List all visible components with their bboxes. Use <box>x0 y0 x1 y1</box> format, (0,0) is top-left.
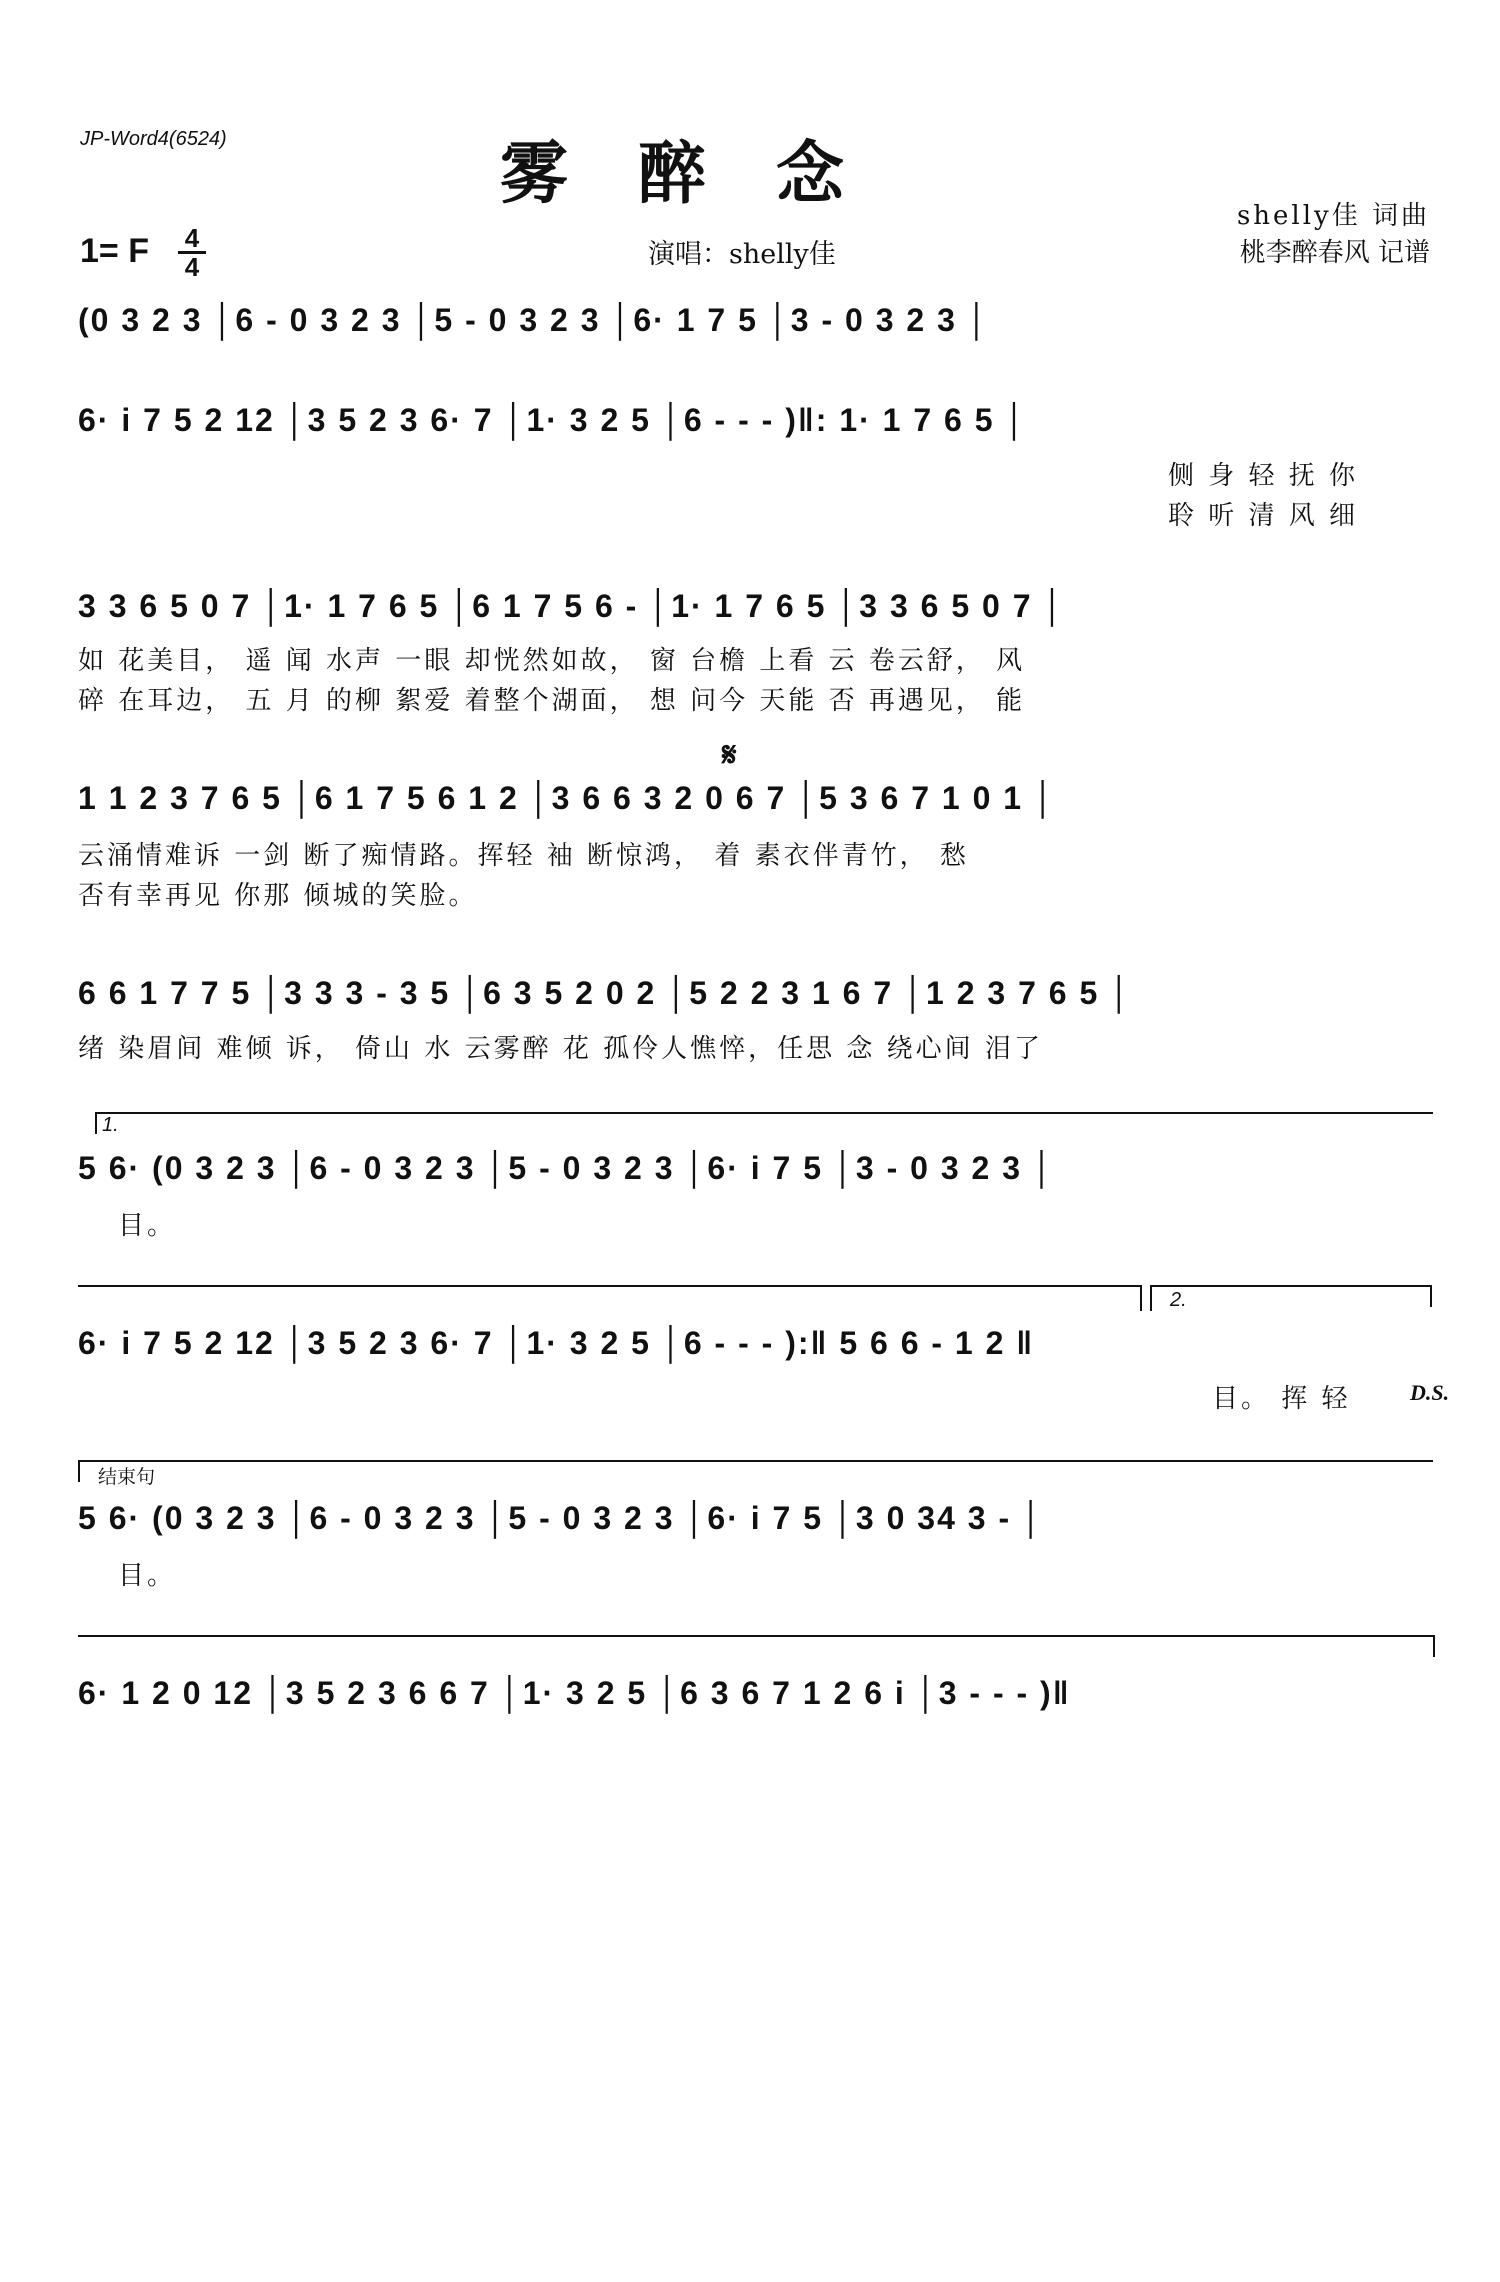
notation-row-8: 5 6· (0 3 2 3 │6 - 0 3 2 3 │5 - 0 3 2 3 │6· i 7 5 │3 0 34 3 - │ <box>78 1500 1044 1536</box>
key-signature: 1= F <box>80 232 149 270</box>
notation-row-7: 6· i 7 5 2 12 │3 5 2 3 6· 7 │1· 3 2 5 │6 - - - ):‖ 5 6 6 - 1 2 ‖ <box>78 1325 1035 1361</box>
singer-credit: 演唱：shelly佳 <box>648 239 836 270</box>
dal-segno-mark: D.S. <box>1410 1380 1450 1405</box>
ending-2-label: 2. <box>1170 1289 1187 1311</box>
ending-1-label: 1. <box>102 1114 119 1136</box>
coda-label: 结束句 <box>98 1466 156 1488</box>
time-sig-top: 4 <box>184 223 200 253</box>
ending-2-bracket-end <box>1430 1285 1432 1307</box>
ending-1-bracket <box>95 1112 1433 1114</box>
ending-1-bracket-end <box>1140 1285 1142 1311</box>
notation-row-3: 3 3 6 5 0 7 │1· 1 7 6 5 │6 1 7 5 6 - │1· 1 7 6 5 │3 3 6 5 0 7 │ <box>78 588 1066 624</box>
composer-credit: shelly佳 词曲 <box>1236 201 1430 231</box>
time-sig-bottom: 4 <box>184 252 200 282</box>
software-label: JP-Word4(6524) <box>80 128 227 150</box>
notation-row-6: 5 6· (0 3 2 3 │6 - 0 3 2 3 │5 - 0 3 2 3 │6· i 7 5 │3 - 0 3 2 3 │ <box>78 1150 1055 1186</box>
ending-1-bracket-continued <box>78 1285 1140 1287</box>
notation-row-1: (0 3 2 3 │6 - 0 3 2 3 │5 - 0 3 2 3 │6· 1 7 5 │3 - 0 3 2 3 │ <box>78 302 990 338</box>
lyric-row-6: 目。 <box>118 1211 177 1241</box>
coda-bracket-start <box>78 1460 80 1482</box>
ending-2-bracket <box>1150 1285 1430 1287</box>
notation-row-4: 1 1 2 3 7 6 5 │6 1 7 5 6 1 2 │3 6 6 3 2 0 6 7 │5 3 6 7 1 0 1 │ <box>78 780 1056 816</box>
segno-sign: 𝄋 <box>722 735 737 775</box>
lyric-row-7: 目。 挥 轻 <box>1212 1384 1351 1414</box>
lyric-row-2-verse-2: 聆 听 清 风 细 <box>1168 501 1359 531</box>
coda-bracket <box>78 1460 1433 1462</box>
time-signature <box>178 223 206 282</box>
lyric-row-8: 目。 <box>118 1561 177 1591</box>
lyric-row-2-verse-1: 侧 身 轻 抚 你 <box>1168 461 1359 491</box>
transcriber-credit: 桃李醉春风 记谱 <box>1239 238 1430 268</box>
ending-1-bracket-start <box>95 1112 97 1134</box>
notation-row-2: 6· i 7 5 2 12 │3 5 2 3 6· 7 │1· 3 2 5 │6 - - - )‖: 1· 1 7 6 5 │ <box>78 402 1028 438</box>
ending-2-bracket-start <box>1150 1285 1152 1311</box>
song-title: 雾醉念 <box>500 134 915 214</box>
lyric-row-3-verse-2: 碎 在耳边， 五 月 的柳 絮爱 着整个湖面， 想 问今 天能 否 再遇见， 能 <box>78 686 1026 716</box>
lyric-row-4-verse-1: 云涌情难诉 一剑 断了痴情路。挥轻 袖 断惊鸿， 着 素衣伴青竹， 愁 <box>78 841 969 871</box>
lyric-row-4-verse-2: 否有幸再见 你那 倾城的笑脸。 <box>78 881 478 911</box>
lyric-row-5-verse-1: 绪 染眉间 难倾 诉， 倚山 水 云雾醉 花 孤伶人憔悴，任思 念 绕心间 泪了 <box>78 1034 1043 1064</box>
lyric-row-3-verse-1: 如 花美目， 遥 闻 水声 一眼 却恍然如故， 窗 台檐 上看 云 卷云舒， 风 <box>78 646 1026 676</box>
notation-row-5: 6 6 1 7 7 5 │3 3 3 - 3 5 │6 3 5 2 0 2 │5 2 2 3 1 6 7 │1 2 3 7 6 5 │ <box>78 975 1133 1011</box>
coda-bracket-end <box>1433 1635 1435 1657</box>
coda-bracket-continued <box>78 1635 1433 1637</box>
notation-row-9: 6· 1 2 0 12 │3 5 2 3 6 6 7 │1· 3 2 5 │6 3 6 7 1 2 6 i │3 - - - )‖ <box>78 1675 1071 1711</box>
